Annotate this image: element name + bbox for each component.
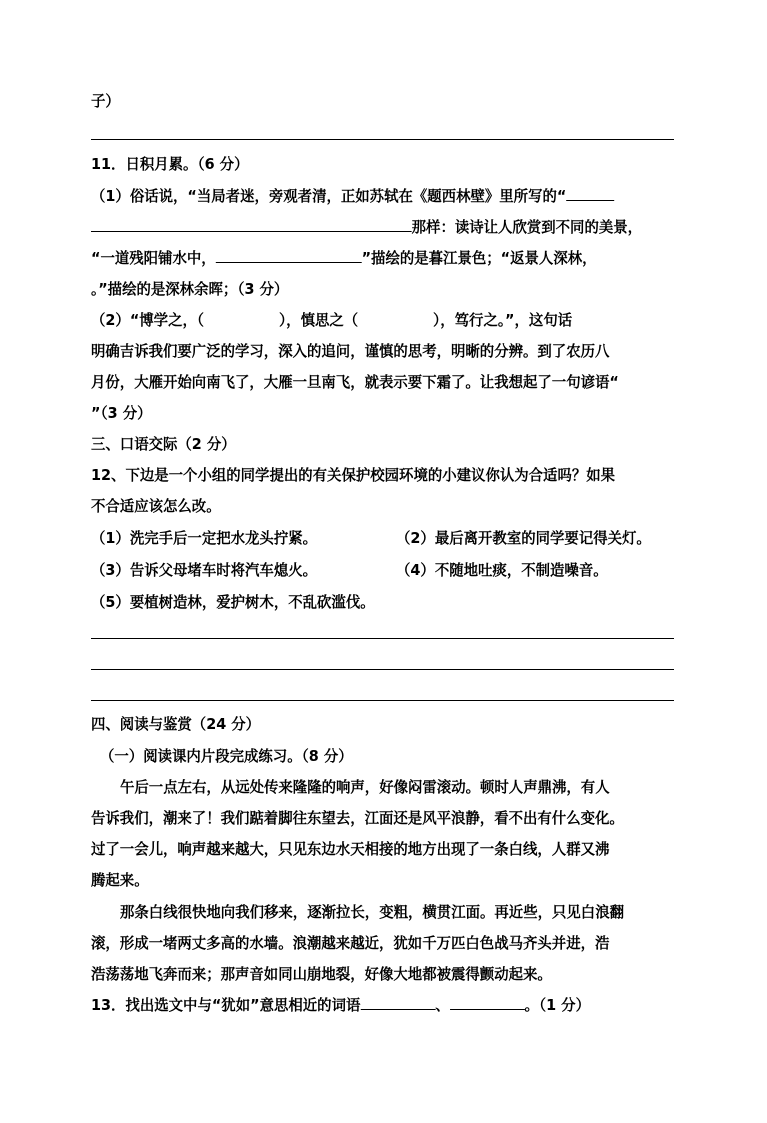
passage-p1-line1: 午后一点左右，从远处传来隆隆的响声，好像闷雷滚动。顿时人声鼎沸，有人 <box>120 778 610 796</box>
q12-line1: 12、下边是一个小组的同学提出的有关保护校园环境的小建议你认为合适吗？如果 <box>91 466 616 484</box>
q12-item-3: （3）告诉父母堵车时将汽车熄火。 <box>91 561 318 579</box>
q11-part2-line3: 月份，大雁开始向南飞了，大雁一旦南飞，就表示要下霜了。让我想起了一句谚语“ <box>91 373 619 391</box>
fill-blank[interactable] <box>566 186 614 201</box>
q11-part2-line1 <box>91 310 572 330</box>
q13 <box>91 995 590 1015</box>
fill-blank[interactable] <box>216 248 362 263</box>
fill-blank[interactable] <box>450 995 525 1010</box>
section4-title: 四、阅读与鉴赏（24 分） <box>91 715 261 733</box>
q11-title: 11．日积月累。（6 分） <box>91 155 249 173</box>
q12-line2: 不合适应该怎么改。 <box>91 497 221 515</box>
passage-p2-line3: 浩荡荡地飞奔而来；那声音如同山崩地裂，好像大地都被震得颤动起来。 <box>91 965 552 983</box>
q11-part2-text: ），笃行之。”，这句话 <box>433 311 573 329</box>
q11-part1-text: “一道残阳铺水中， <box>91 249 216 267</box>
passage-p1-line2: 告诉我们，潮来了！我们踮着脚往东望去，江面还是风平浪静，看不出有什么变化。 <box>91 809 624 827</box>
q11-part1-line3 <box>91 248 597 268</box>
q11-part1-text: ”描绘的是暮江景色；“返景人深林， <box>361 249 597 267</box>
q11-part1-line4: 。”描绘的是深林余晖；（3 分） <box>91 280 289 298</box>
q11-part2-text: （2）“博学之，（ <box>91 311 205 329</box>
q11-part2-line2: 明确吉诉我们要广泛的学习，深入的追问，谨慎的思考，明晰的分辨。到了农历八 <box>91 342 610 360</box>
q11-part1-text: （1）俗话说，“当局者迷，旁观者清，正如苏轼在《题西林壁》里所写的“ <box>91 187 567 205</box>
passage-p2-line1: 那条白线很快地向我们移来，逐渐拉长，变粗，横贯江面。再近些，只见白浪翻 <box>120 903 625 921</box>
answer-line[interactable] <box>91 669 674 670</box>
q12-item-2: （2）最后离开教室的同学要记得关灯。 <box>396 529 651 547</box>
q13-text: 。（1 分） <box>524 996 590 1014</box>
q13-text: 13．找出选文中与“犹如”意思相近的词语 <box>91 996 361 1014</box>
q12-item-4: （4）不随地吐痰，不制造噪音。 <box>396 561 608 579</box>
q11-part2-line4: ”（3 分） <box>91 404 152 422</box>
answer-line[interactable] <box>91 638 674 639</box>
answer-line[interactable] <box>91 139 674 140</box>
passage-p1-line3: 过了一会儿，响声越来越大，只见东边水天相接的地方出现了一条白线，人群又沸 <box>91 840 610 858</box>
q11-part2-text: ），慎思之（ <box>278 311 359 329</box>
q12-item-5: （5）要植树造林，爱护树木，不乱砍滥伐。 <box>91 593 375 611</box>
continued-fragment: 子） <box>91 92 120 110</box>
q11-part1-text: 那样：读诗让人欣赏到不同的美景， <box>411 218 643 236</box>
q13-text: 、 <box>435 996 450 1014</box>
passage-p1-line4: 腾起来。 <box>91 871 149 889</box>
section3-title: 三、口语交际（2 分） <box>91 435 236 453</box>
fill-blank[interactable] <box>360 995 435 1010</box>
fill-blank[interactable] <box>91 217 412 232</box>
section4-subtitle: （一）阅读课内片段完成练习。（8 分） <box>100 747 353 765</box>
q11-part1-line1 <box>91 186 614 206</box>
passage-p2-line2: 滚，形成一堵两丈多高的水墙。浪潮越来越近，犹如千万匹白色战马齐头并进，浩 <box>91 934 610 952</box>
q11-part1-line2 <box>91 217 642 237</box>
answer-line[interactable] <box>91 700 674 701</box>
q12-item-1: （1）洗完手后一定把水龙头拧紧。 <box>91 529 318 547</box>
